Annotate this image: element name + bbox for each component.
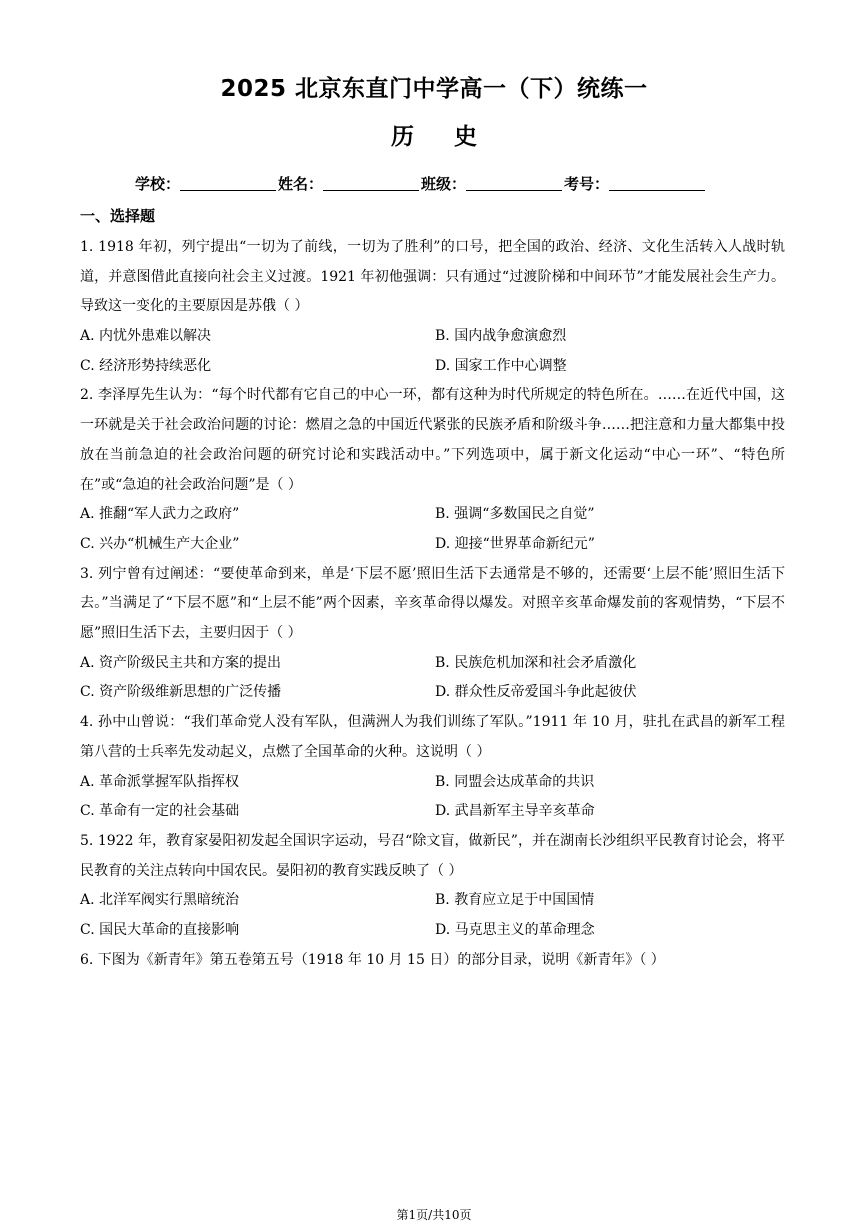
option-a: A. 北洋军阀实行黑暗统治 <box>80 892 240 909</box>
question-2 <box>80 381 785 559</box>
option-grid <box>80 322 785 381</box>
question-stem: 3. 列宁曾有过阐述：“要使革命到来，单是‘下层不愿’照旧生活下去通常是不够的，还需要‘上层不能’照旧生活下去。”当满足了“下层不愿”和“上层不能”两个因素，辛亥革命得以爆发。对照辛亥革命爆发前的客观情势，“下层不愿”照旧生活下去，主要归因于（ ） <box>80 565 785 642</box>
question-5 <box>80 827 785 946</box>
name-field <box>278 173 419 194</box>
section-title: 一、选择题 <box>80 207 156 225</box>
question-list <box>80 233 785 975</box>
option-a: A. 内忧外患难以解决 <box>80 328 212 345</box>
option-d: D. 武昌新军主导辛亥革命 <box>435 803 595 820</box>
school-label: 学校： <box>135 175 181 193</box>
name-blank[interactable] <box>323 189 419 191</box>
question-stem: 1. 1918 年初，列宁提出“一切为了前线，一切为了胜利”的口号，把全国的政治、经济、文化生活转入人战时轨道，并意图借此直接向社会主义过渡。1921 年初他强调：只有通过“过渡阶梯和中间环节”才能发展社会生产力。导致这一变化的主要原因是苏俄（ ） <box>80 239 785 315</box>
question-6 <box>80 946 785 976</box>
question-3 <box>80 560 785 708</box>
question-4 <box>80 708 785 827</box>
id-field <box>564 173 705 194</box>
class-field <box>421 173 562 194</box>
id-label: 考号： <box>564 175 610 193</box>
class-blank[interactable] <box>466 189 562 191</box>
page-footer: 第1页/共10页 <box>396 1208 472 1222</box>
option-a: A. 资产阶级民主共和方案的提出 <box>80 654 282 671</box>
subject-title: 历史 <box>391 124 517 150</box>
question-stem: 5. 1922 年，教育家晏阳初发起全国识字运动，号召“除文盲，做新民”，并在湖南长沙组织平民教育讨论会，将平民教育的关注点转向中国农民。晏阳初的教育实践反映了（ ） <box>80 832 785 879</box>
class-label: 班级： <box>421 175 467 193</box>
school-blank[interactable] <box>180 189 276 191</box>
option-c: C. 经济形势持续恶化 <box>80 357 212 374</box>
name-label: 姓名： <box>278 175 324 193</box>
option-grid <box>80 768 785 827</box>
student-info-row <box>135 170 755 194</box>
id-blank[interactable] <box>609 189 705 191</box>
option-b: B. 国内战争愈演愈烈 <box>435 328 567 345</box>
exam-title: 2025 北京东直门中学高一（下）统练一 <box>220 76 648 102</box>
option-d: D. 迎接“世界革命新纪元” <box>435 535 595 552</box>
option-c: C. 革命有一定的社会基础 <box>80 803 240 820</box>
option-a: A. 推翻“军人武力之政府” <box>80 506 240 523</box>
school-field <box>135 173 276 194</box>
option-a: A. 革命派掌握军队指挥权 <box>80 773 240 790</box>
question-stem: 6. 下图为《新青年》第五卷第五号（1918 年 10 月 15 日）的部分目录，说明《新青年》（ ） <box>80 951 665 968</box>
question-stem: 2. 李泽厚先生认为：“每个时代都有它自己的中心一环，都有这种为时代所规定的特色所在。……在近代中国，这一环就是关于社会政治问题的讨论：燃眉之急的中国近代紧张的民族矛盾和阶级斗争……把注意和力量大都集中投放在当前急迫的社会政治问题的研究讨论和实践活动中。”下列选项中，属于新文化运动“中心一环”、“特色所在”或“急迫的社会政治问题”是（ ） <box>80 387 785 493</box>
option-c: C. 国民大革命的直接影响 <box>80 922 240 939</box>
question-1 <box>80 233 785 381</box>
option-c: C. 兴办“机械生产大企业” <box>80 535 240 552</box>
option-grid <box>80 649 785 708</box>
option-b: B. 民族危机加深和社会矛盾激化 <box>435 654 637 671</box>
question-stem: 4. 孙中山曾说：“我们革命党人没有军队，但满洲人为我们训练了军队。”1911 年 10 月，驻扎在武昌的新军工程第八营的士兵率先发动起义，点燃了全国革命的火种。这说明（ ） <box>80 714 785 760</box>
option-grid <box>80 500 785 559</box>
option-d: D. 马克思主义的革命理念 <box>435 922 595 939</box>
option-grid <box>80 886 785 945</box>
option-c: C. 资产阶级维新思想的广泛传播 <box>80 684 282 701</box>
option-b: B. 教育应立足于中国国情 <box>435 892 595 909</box>
option-d: D. 国家工作中心调整 <box>435 357 567 374</box>
option-b: B. 强调“多数国民之自觉” <box>435 506 595 523</box>
option-d: D. 群众性反帝爱国斗争此起彼伏 <box>435 684 637 701</box>
option-b: B. 同盟会达成革命的共识 <box>435 773 595 790</box>
